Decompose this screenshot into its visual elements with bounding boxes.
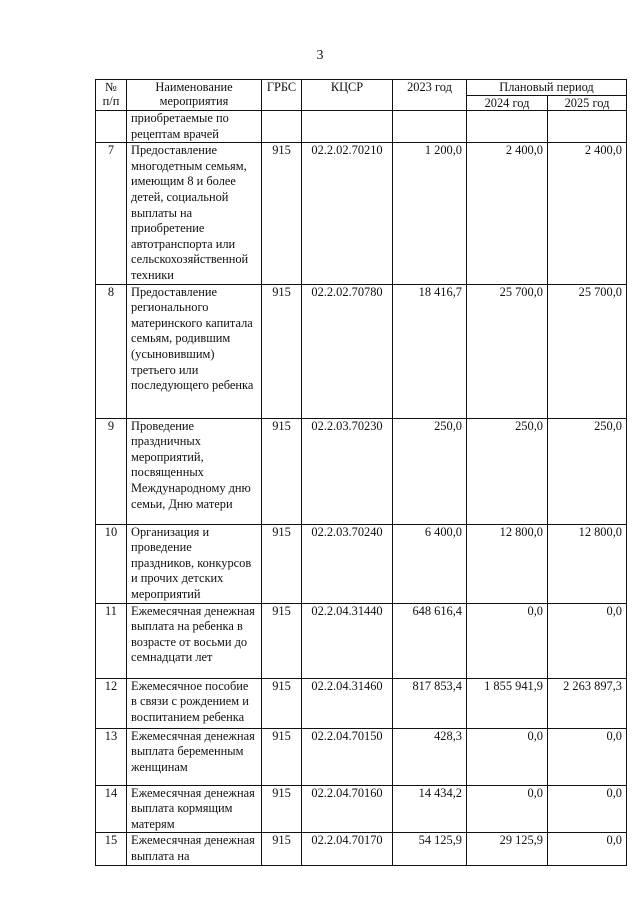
- table-body: [96, 111, 627, 866]
- row-number: 10: [96, 524, 127, 603]
- row-2025: 0,0: [548, 785, 627, 833]
- continuation-row: [96, 111, 627, 143]
- row-name: Ежемесячная денежная выплата беременным женщинам: [127, 728, 262, 785]
- row-2023: 14 434,2: [393, 785, 467, 833]
- row-name: Предоставление многодетным семьям, имеющим 8 и более детей, социальной выплаты на приобретение автотранспорта или сельскохозяйственной техники: [127, 143, 262, 284]
- row-number: 13: [96, 728, 127, 785]
- row-number: 12: [96, 678, 127, 728]
- row-2023: 250,0: [393, 418, 467, 524]
- row-number: 8: [96, 284, 127, 418]
- row-2023: 817 853,4: [393, 678, 467, 728]
- budget-table: [95, 79, 627, 866]
- row-2023: 428,3: [393, 728, 467, 785]
- row-number: 7: [96, 143, 127, 284]
- table-row: [96, 678, 627, 728]
- table-row: [96, 785, 627, 833]
- row-name: Предоставление регионального материнского капитала семьям, родившим (усыновившим) третьего или последующего ребенка: [127, 284, 262, 418]
- row-number: 14: [96, 785, 127, 833]
- table-row: [96, 833, 627, 866]
- row-2024: 29 125,9: [467, 833, 548, 866]
- row-kcsr: 02.2.03.70240: [302, 524, 393, 603]
- row-kcsr: 02.2.04.70150: [302, 728, 393, 785]
- header-2025: 2025 год: [548, 96, 627, 111]
- row-2025: 2 400,0: [548, 143, 627, 284]
- row-2025: 250,0: [548, 418, 627, 524]
- row-2023: 648 616,4: [393, 603, 467, 678]
- continuation-name: приобретаемые по рецептам врачей: [127, 111, 262, 143]
- row-number: 9: [96, 418, 127, 524]
- row-grbs: 915: [262, 524, 302, 603]
- row-2024: 250,0: [467, 418, 548, 524]
- row-2024: 12 800,0: [467, 524, 548, 603]
- header-num: № п/п: [96, 80, 127, 111]
- row-grbs: 915: [262, 284, 302, 418]
- table-header: [96, 80, 627, 111]
- row-grbs: 915: [262, 143, 302, 284]
- row-kcsr: 02.2.02.70780: [302, 284, 393, 418]
- header-2024: 2024 год: [467, 96, 548, 111]
- table-row: [96, 418, 627, 524]
- row-name: Организация и проведение праздников, конкурсов и прочих детских мероприятий: [127, 524, 262, 603]
- row-2023: 1 200,0: [393, 143, 467, 284]
- row-2025: 25 700,0: [548, 284, 627, 418]
- header-2023: 2023 год: [393, 80, 467, 111]
- row-2024: 1 855 941,9: [467, 678, 548, 728]
- table-row: [96, 284, 627, 418]
- row-grbs: 915: [262, 678, 302, 728]
- row-2024: 0,0: [467, 603, 548, 678]
- row-name: Ежемесячная денежная выплата на: [127, 833, 262, 866]
- row-number: 15: [96, 833, 127, 866]
- table-row: [96, 524, 627, 603]
- row-2025: 0,0: [548, 833, 627, 866]
- row-2023: 6 400,0: [393, 524, 467, 603]
- row-kcsr: 02.2.03.70230: [302, 418, 393, 524]
- row-2024: 0,0: [467, 728, 548, 785]
- row-name: Ежемесячная денежная выплата на ребенка в возрасте от восьми до семнадцати лет: [127, 603, 262, 678]
- table-row: [96, 603, 627, 678]
- header-kcsr: КЦСР: [302, 80, 393, 111]
- page-number: 3: [316, 48, 324, 63]
- row-name: Ежемесячная денежная выплата кормящим матерям: [127, 785, 262, 833]
- row-2024: 0,0: [467, 785, 548, 833]
- row-kcsr: 02.2.04.31460: [302, 678, 393, 728]
- row-2023: 18 416,7: [393, 284, 467, 418]
- row-grbs: 915: [262, 785, 302, 833]
- row-2024: 2 400,0: [467, 143, 548, 284]
- header-name: Наименование мероприятия: [127, 80, 262, 111]
- row-number: 11: [96, 603, 127, 678]
- row-2025: 12 800,0: [548, 524, 627, 603]
- header-grbs: ГРБС: [262, 80, 302, 111]
- row-kcsr: 02.2.04.31440: [302, 603, 393, 678]
- row-2025: 0,0: [548, 728, 627, 785]
- row-2023: 54 125,9: [393, 833, 467, 866]
- row-grbs: 915: [262, 418, 302, 524]
- row-kcsr: 02.2.04.70160: [302, 785, 393, 833]
- row-name: Проведение праздничных мероприятий, посвященных Международному дню семьи, Дню матери: [127, 418, 262, 524]
- table-row: [96, 728, 627, 785]
- header-planned-period: Плановый период: [467, 80, 627, 96]
- table-row: [96, 143, 627, 284]
- row-grbs: 915: [262, 603, 302, 678]
- row-name: Ежемесячное пособие в связи с рождением и воспитанием ребенка: [127, 678, 262, 728]
- row-grbs: 915: [262, 833, 302, 866]
- row-2025: 2 263 897,3: [548, 678, 627, 728]
- row-kcsr: 02.2.04.70170: [302, 833, 393, 866]
- row-2024: 25 700,0: [467, 284, 548, 418]
- row-2025: 0,0: [548, 603, 627, 678]
- row-kcsr: 02.2.02.70210: [302, 143, 393, 284]
- row-grbs: 915: [262, 728, 302, 785]
